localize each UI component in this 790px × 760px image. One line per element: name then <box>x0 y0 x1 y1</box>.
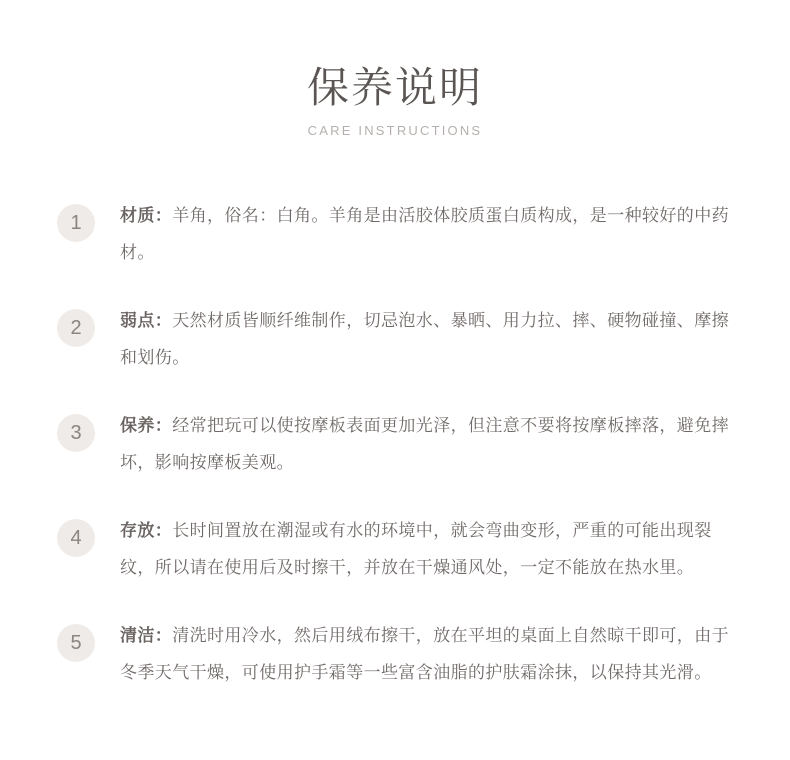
item-number-badge: 1 <box>57 204 95 242</box>
item-text <box>120 618 737 692</box>
item-number-badge: 4 <box>57 519 95 557</box>
item-body: 清洗时用冷水，然后用绒布擦干，放在平坦的桌面上自然晾干即可，由于冬季天气干燥，可使用护手霜等一些富含油脂的护肤霜涂抹，以保持其光滑。 <box>120 626 730 683</box>
item-label: 保养： <box>120 416 173 436</box>
item-text <box>120 198 737 272</box>
item-number-badge: 2 <box>57 309 95 347</box>
item-body: 天然材质皆顺纤维制作，切忌泡水、暴晒、用力拉、摔、硬物碰撞、摩擦和划伤。 <box>120 311 730 368</box>
item-text <box>120 303 737 377</box>
item-body: 经常把玩可以使按摩板表面更加光泽，但注意不要将按摩板摔落，避免摔坏，影响按摩板美观。 <box>120 416 730 473</box>
item-label: 材质： <box>120 206 173 226</box>
page-title: 保养说明 <box>306 63 483 112</box>
header <box>0 0 790 140</box>
instruction-item-cleaning <box>57 618 737 692</box>
item-body: 羊角，俗名：白角。羊角是由活胶体胶质蛋白质构成，是一种较好的中药材。 <box>120 206 730 263</box>
item-number-badge: 3 <box>57 414 95 452</box>
instruction-item-storage <box>57 513 737 587</box>
instruction-item-maintenance <box>57 408 737 482</box>
item-text <box>120 408 737 482</box>
item-label: 清洁： <box>120 626 173 646</box>
instruction-item-material <box>57 198 737 272</box>
item-label: 弱点： <box>120 311 173 331</box>
item-number-badge: 5 <box>57 624 95 662</box>
instruction-list <box>57 198 737 723</box>
page-subtitle: CARE INSTRUCTIONS <box>307 123 483 138</box>
item-text <box>120 513 737 587</box>
item-label: 存放： <box>120 521 173 541</box>
item-body: 长时间置放在潮湿或有水的环境中，就会弯曲变形，严重的可能出现裂纹，所以请在使用后及时擦干，并放在干燥通风处，一定不能放在热水里。 <box>120 521 712 578</box>
instruction-item-weakness <box>57 303 737 377</box>
